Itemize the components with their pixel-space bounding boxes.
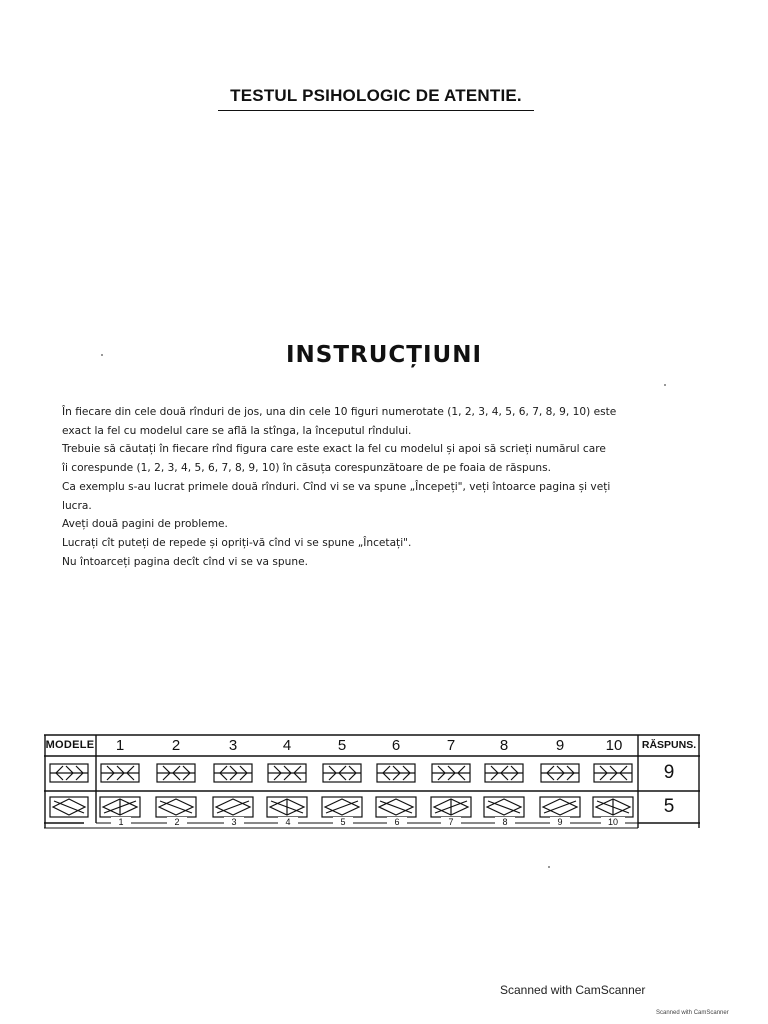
row2-figure [156, 797, 196, 817]
instruction-line: îi corespunde (1, 2, 3, 4, 5, 6, 7, 8, 9, 10) în căsuța corespunzătoare de pe foaia de răspuns. [62, 462, 552, 475]
row2-figure [322, 797, 362, 817]
row1-figure [268, 764, 306, 782]
document-title: TESTUL PSIHOLOGIC DE ATENTIE. [218, 86, 534, 111]
instruction-line: Nu întoarceți pagina decît cînd vi se va spune. [62, 555, 308, 568]
instruction-line: Trebuie să căutați în fiecare rînd figura care este exact la fel cu modelul și apoi să scrieți numărul care [62, 443, 606, 456]
scanner-watermark-small: Scanned with CamScanner [656, 1010, 729, 1016]
row1-figure [214, 764, 252, 782]
instructions-heading: INSTRUCȚIUNI [285, 342, 483, 368]
scanner-watermark: Scanned with CamScanner [500, 983, 646, 997]
instruction-line: lucra. [62, 499, 92, 512]
column-number: 7 [446, 737, 456, 754]
row1-figure [377, 764, 415, 782]
instruction-line: exact la fel cu modelul care se află la stînga, la începutul rîndului. [62, 424, 412, 437]
row2-figure [484, 797, 524, 817]
instruction-line: Lucrați cît puteți de repede și opriți-vă cînd vi se spune „Încetați". [62, 536, 412, 549]
bottom-number: 2 [167, 817, 187, 827]
row2-figure [540, 797, 580, 817]
scan-speck [101, 354, 103, 356]
row2-figure [267, 797, 307, 817]
instructions-text [62, 403, 702, 571]
row1-figure [101, 764, 139, 782]
raspuns-header: RĂSPUNS. [641, 739, 697, 751]
bottom-number: 3 [224, 817, 244, 827]
row1-figure [541, 764, 579, 782]
answer-row-2: 5 [663, 796, 675, 817]
bottom-number: 9 [550, 817, 570, 827]
table-header [44, 734, 700, 756]
column-number: 1 [115, 737, 125, 754]
row1-figure [50, 764, 88, 782]
column-number: 2 [171, 737, 181, 754]
row1-figure [323, 764, 361, 782]
column-number: 3 [228, 737, 238, 754]
figure-table [44, 734, 700, 834]
bottom-number: 6 [387, 817, 407, 827]
row1-figure [594, 764, 632, 782]
row1-figure [432, 764, 470, 782]
row2-figure [213, 797, 253, 817]
instruction-line: Ca exemplu s-au lucrat primele două rînduri. Cînd vi se va spune „Începeți", veți întoarce pagina și veți [62, 480, 611, 493]
bottom-number: 7 [441, 817, 461, 827]
column-number: 8 [499, 737, 509, 754]
bottom-number: 5 [333, 817, 353, 827]
row2-figure [50, 797, 88, 817]
column-number: 10 [605, 737, 623, 754]
row2-figure [431, 797, 471, 817]
row2-figure [376, 797, 416, 817]
instruction-line: În fiecare din cele două rînduri de jos, una din cele 10 figuri numerotate (1, 2, 3, 4, 5, 6, 7, 8, 9, 10) este [62, 406, 617, 418]
column-number: 5 [337, 737, 347, 754]
bottom-number: 1 [111, 817, 131, 827]
row1-figure [157, 764, 195, 782]
row2-figure [100, 797, 140, 817]
scan-speck [548, 866, 550, 868]
column-number: 4 [282, 737, 292, 754]
scan-speck [664, 384, 666, 386]
bottom-number: 10 [601, 817, 625, 827]
instruction-line: Aveți două pagini de probleme. [62, 518, 228, 531]
column-number: 6 [391, 737, 401, 754]
row2-figure [593, 797, 633, 817]
column-number: 9 [555, 737, 565, 754]
answer-row-1: 9 [663, 762, 675, 783]
modele-header: MODELE [45, 739, 95, 751]
bottom-number: 4 [278, 817, 298, 827]
bottom-number: 8 [495, 817, 515, 827]
row1-figure [485, 764, 523, 782]
